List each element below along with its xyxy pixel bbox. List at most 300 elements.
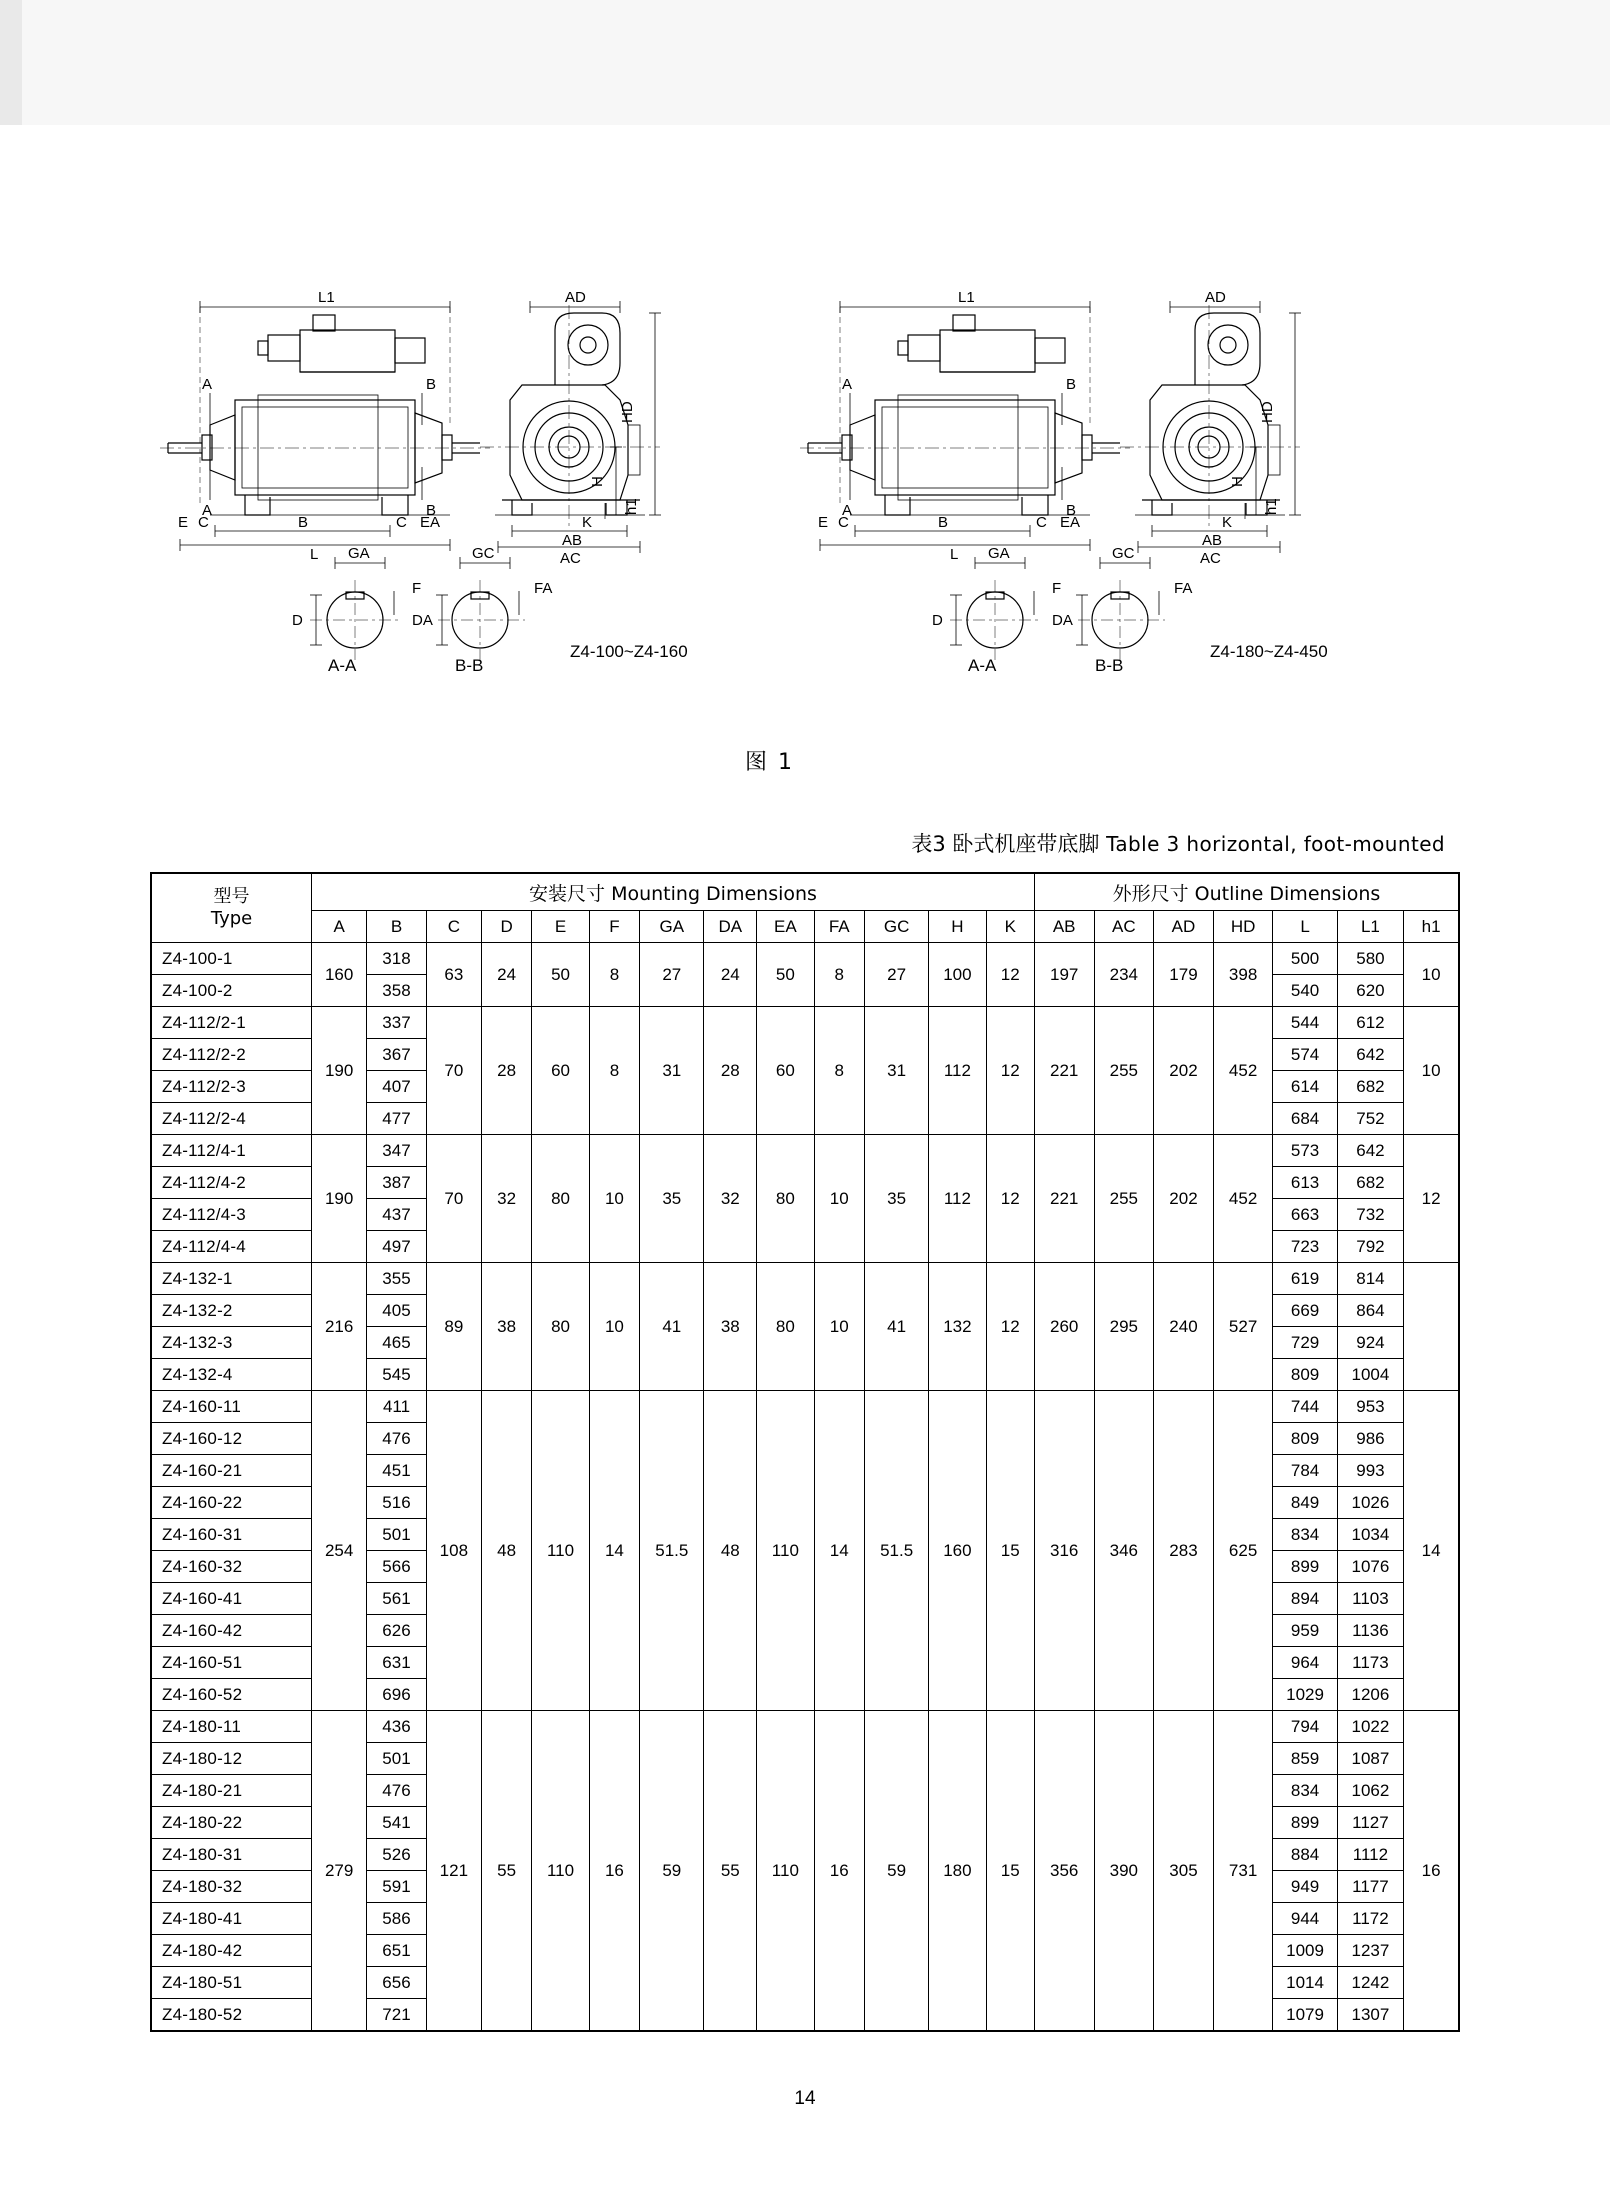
cell-k: 12 (986, 1135, 1034, 1263)
cell-ad: 202 (1154, 1007, 1214, 1135)
cell-f: 8 (589, 1007, 639, 1135)
cell-l: 573 (1273, 1135, 1337, 1167)
cell-l: 619 (1273, 1263, 1337, 1295)
label-F-right: F (1052, 580, 1062, 597)
label-B-dim-left: B (298, 514, 309, 531)
cell-c: 70 (426, 1135, 481, 1263)
column-header-k: K (986, 911, 1034, 943)
cell-b: 405 (367, 1295, 427, 1327)
table-row (151, 1711, 1459, 1743)
column-header-e: E (532, 911, 589, 943)
section-aa-right: A-A (968, 656, 997, 675)
cell-l: 669 (1273, 1295, 1337, 1327)
cell-b: 566 (367, 1551, 427, 1583)
column-header-l1: L1 (1337, 911, 1404, 943)
cell-fa: 8 (814, 1007, 864, 1135)
column-header-f: F (589, 911, 639, 943)
cell-l: 1014 (1273, 1967, 1337, 1999)
cell-ga: 35 (640, 1135, 704, 1263)
cell-e: 110 (532, 1711, 589, 2032)
cell-l1: 924 (1337, 1327, 1404, 1359)
cell-ea: 80 (757, 1263, 814, 1391)
cell-ea: 110 (757, 1391, 814, 1711)
cell-b: 591 (367, 1871, 427, 1903)
cell-a: 279 (312, 1711, 367, 2032)
label-C-right: C (838, 514, 849, 531)
label-L-left: L (310, 546, 319, 563)
cell-h1: 10 (1404, 943, 1459, 1007)
header-type (151, 873, 312, 943)
label-EA-left: EA (420, 514, 441, 531)
cell-d: 28 (481, 1007, 531, 1135)
cell-da: 32 (704, 1135, 757, 1263)
cell-l: 834 (1273, 1519, 1337, 1551)
cell-type: Z4-132-3 (151, 1327, 312, 1359)
label-C2-right: C (1036, 514, 1047, 531)
cell-f: 8 (589, 943, 639, 1007)
cell-l: 859 (1273, 1743, 1337, 1775)
cell-l1: 1206 (1337, 1679, 1404, 1711)
column-header-h1: h1 (1404, 911, 1459, 943)
cell-l1: 1242 (1337, 1967, 1404, 1999)
cell-l: 729 (1273, 1327, 1337, 1359)
cell-type: Z4-100-1 (151, 943, 312, 975)
figure-caption: 图 1 (745, 750, 794, 775)
table-row (151, 943, 1459, 975)
cell-type: Z4-160-32 (151, 1551, 312, 1583)
cell-b: 411 (367, 1391, 427, 1423)
label-K-right: K (1222, 514, 1233, 531)
cell-l: 723 (1273, 1231, 1337, 1263)
cell-l1: 752 (1337, 1103, 1404, 1135)
label-B-left-bottom: B (426, 502, 437, 519)
cell-h: 112 (929, 1135, 986, 1263)
header-type-en: Type (210, 908, 253, 929)
cell-type: Z4-180-32 (151, 1871, 312, 1903)
cell-c: 70 (426, 1007, 481, 1135)
header-mounting-dimensions (312, 873, 1035, 911)
cell-l1: 1087 (1337, 1743, 1404, 1775)
label-D-right: D (932, 612, 943, 629)
cell-e: 50 (532, 943, 589, 1007)
cell-gc: 31 (865, 1007, 929, 1135)
cell-c: 121 (426, 1711, 481, 2032)
label-h1-right: h1 (1263, 498, 1280, 515)
cell-e: 60 (532, 1007, 589, 1135)
cell-b: 541 (367, 1807, 427, 1839)
label-A-left-bottom: A (202, 502, 213, 519)
cell-gc: 51.5 (865, 1391, 929, 1711)
cell-l1: 814 (1337, 1263, 1404, 1295)
cell-l1: 620 (1337, 975, 1404, 1007)
cell-l: 784 (1273, 1455, 1337, 1487)
label-GA-left: GA (348, 545, 370, 562)
cell-type: Z4-132-2 (151, 1295, 312, 1327)
table-title-en: Table 3 horizontal, foot-mounted (1106, 832, 1445, 856)
label-AD-right: AD (1205, 289, 1226, 306)
label-B-right-top: B (1066, 376, 1077, 393)
cell-a: 190 (312, 1007, 367, 1135)
cell-l: 944 (1273, 1903, 1337, 1935)
cell-l1: 1127 (1337, 1807, 1404, 1839)
table-header-column-row (151, 911, 1459, 943)
page-number: 14 (794, 2088, 816, 2109)
scan-edge-light (22, 0, 1610, 125)
column-header-h: H (929, 911, 986, 943)
cell-type: Z4-180-42 (151, 1935, 312, 1967)
cell-a: 160 (312, 943, 367, 1007)
cell-fa: 10 (814, 1135, 864, 1263)
cell-e: 80 (532, 1135, 589, 1263)
header-outline-dimensions (1034, 873, 1459, 911)
column-header-b: B (367, 911, 427, 943)
cell-type: Z4-160-51 (151, 1647, 312, 1679)
cell-type: Z4-180-11 (151, 1711, 312, 1743)
cell-b: 656 (367, 1967, 427, 1999)
cell-l1: 1136 (1337, 1615, 1404, 1647)
cell-type: Z4-112/4-1 (151, 1135, 312, 1167)
cell-gc: 41 (865, 1263, 929, 1391)
section-bb-right: B-B (1095, 656, 1124, 675)
cell-l: 500 (1273, 943, 1337, 975)
cell-type: Z4-112/4-2 (151, 1167, 312, 1199)
cell-c: 89 (426, 1263, 481, 1391)
cell-l: 1079 (1273, 1999, 1337, 2032)
cell-ga: 27 (640, 943, 704, 1007)
cell-f: 14 (589, 1391, 639, 1711)
cell-d: 24 (481, 943, 531, 1007)
label-A-right-top: A (842, 376, 853, 393)
cell-l1: 1177 (1337, 1871, 1404, 1903)
cell-type: Z4-100-2 (151, 975, 312, 1007)
cell-l1: 1103 (1337, 1583, 1404, 1615)
cell-c: 63 (426, 943, 481, 1007)
cell-ab: 221 (1034, 1135, 1094, 1263)
cell-b: 631 (367, 1647, 427, 1679)
cell-ac: 390 (1094, 1711, 1154, 2032)
label-B-left-top: B (426, 376, 437, 393)
cell-l: 1009 (1273, 1935, 1337, 1967)
label-B-right-bottom: B (1066, 502, 1077, 519)
cell-gc: 59 (865, 1711, 929, 2032)
cell-h: 112 (929, 1007, 986, 1135)
cell-l1: 864 (1337, 1295, 1404, 1327)
cell-c: 108 (426, 1391, 481, 1711)
cell-b: 358 (367, 975, 427, 1007)
cell-l1: 993 (1337, 1455, 1404, 1487)
cell-ab: 221 (1034, 1007, 1094, 1135)
cell-ea: 50 (757, 943, 814, 1007)
label-AC-right: AC (1200, 550, 1221, 567)
cell-l1: 1026 (1337, 1487, 1404, 1519)
label-DA-left: DA (412, 612, 433, 629)
cell-type: Z4-180-21 (151, 1775, 312, 1807)
scan-edge-dark (0, 0, 22, 125)
cell-b: 626 (367, 1615, 427, 1647)
cell-k: 12 (986, 943, 1034, 1007)
cell-l: 574 (1273, 1039, 1337, 1071)
cell-ab: 260 (1034, 1263, 1094, 1391)
cell-type: Z4-112/4-3 (151, 1199, 312, 1231)
cell-l1: 1173 (1337, 1647, 1404, 1679)
cell-h1: 10 (1404, 1007, 1459, 1135)
cell-ad: 305 (1154, 1711, 1214, 2032)
cell-l1: 1022 (1337, 1711, 1404, 1743)
cell-type: Z4-112/4-4 (151, 1231, 312, 1263)
cell-a: 216 (312, 1263, 367, 1391)
cell-l1: 1034 (1337, 1519, 1404, 1551)
cell-l1: 732 (1337, 1199, 1404, 1231)
cell-e: 110 (532, 1391, 589, 1711)
label-K-left: K (582, 514, 593, 531)
view-label-right: Z4-180~Z4-450 (1210, 642, 1328, 661)
label-D-left: D (292, 612, 303, 629)
cell-l1: 1112 (1337, 1839, 1404, 1871)
cell-d: 48 (481, 1391, 531, 1711)
cell-da: 38 (704, 1263, 757, 1391)
column-header-ac: AC (1094, 911, 1154, 943)
cell-l: 684 (1273, 1103, 1337, 1135)
view-label-left: Z4-100~Z4-160 (570, 642, 688, 661)
cell-l1: 1062 (1337, 1775, 1404, 1807)
cell-da: 55 (704, 1711, 757, 2032)
cell-k: 12 (986, 1007, 1034, 1135)
cell-hd: 452 (1213, 1135, 1273, 1263)
cell-l1: 580 (1337, 943, 1404, 975)
cell-b: 437 (367, 1199, 427, 1231)
cell-fa: 8 (814, 943, 864, 1007)
label-GA-right: GA (988, 545, 1010, 562)
cell-da: 28 (704, 1007, 757, 1135)
cell-l: 849 (1273, 1487, 1337, 1519)
cell-hd: 731 (1213, 1711, 1273, 2032)
label-HD-left: HD (619, 401, 636, 423)
header-outline-cn: 外形尺寸 (1112, 882, 1189, 905)
cell-fa: 14 (814, 1391, 864, 1711)
label-E-left: E (178, 514, 189, 531)
cell-l1: 1004 (1337, 1359, 1404, 1391)
label-DA-right: DA (1052, 612, 1073, 629)
cell-e: 80 (532, 1263, 589, 1391)
cell-l: 964 (1273, 1647, 1337, 1679)
cell-l: 663 (1273, 1199, 1337, 1231)
cell-h: 180 (929, 1711, 986, 2032)
table-title-cn: 表3 卧式机座带底脚 (911, 832, 1100, 856)
table-body (151, 943, 1459, 2032)
cell-b: 355 (367, 1263, 427, 1295)
cell-l: 959 (1273, 1615, 1337, 1647)
label-L1-right: L1 (958, 289, 975, 306)
cell-ab: 356 (1034, 1711, 1094, 2032)
label-AB-left: AB (562, 532, 583, 549)
label-FA-left: FA (534, 580, 553, 597)
cell-type: Z4-160-21 (151, 1455, 312, 1487)
cell-hd: 527 (1213, 1263, 1273, 1391)
cell-type: Z4-132-4 (151, 1359, 312, 1391)
figure-svg (150, 275, 1450, 805)
column-header-ea: EA (757, 911, 814, 943)
section-aa-left: A-A (328, 656, 357, 675)
label-H-right: H (1229, 476, 1246, 487)
label-EA-right: EA (1060, 514, 1081, 531)
label-E-right: E (818, 514, 829, 531)
cell-f: 10 (589, 1135, 639, 1263)
cell-type: Z4-180-52 (151, 1999, 312, 2032)
cell-b: 367 (367, 1039, 427, 1071)
cell-f: 10 (589, 1263, 639, 1391)
header-mounting-cn: 安装尺寸 (529, 882, 606, 905)
label-C-left: C (198, 514, 209, 531)
cell-b: 501 (367, 1519, 427, 1551)
cell-hd: 625 (1213, 1391, 1273, 1711)
label-AB-right: AB (1202, 532, 1223, 549)
cell-l: 949 (1273, 1871, 1337, 1903)
cell-b: 696 (367, 1679, 427, 1711)
table-row (151, 1007, 1459, 1039)
cell-a: 190 (312, 1135, 367, 1263)
cell-d: 32 (481, 1135, 531, 1263)
label-FA-right: FA (1174, 580, 1193, 597)
table-row (151, 1135, 1459, 1167)
cell-d: 38 (481, 1263, 531, 1391)
label-C2-left: C (396, 514, 407, 531)
cell-h: 100 (929, 943, 986, 1007)
cell-l: 613 (1273, 1167, 1337, 1199)
cell-ac: 295 (1094, 1263, 1154, 1391)
cell-ac: 346 (1094, 1391, 1154, 1711)
cell-type: Z4-160-12 (151, 1423, 312, 1455)
cell-ad: 179 (1154, 943, 1214, 1007)
cell-ga: 51.5 (640, 1391, 704, 1711)
cell-l1: 792 (1337, 1231, 1404, 1263)
cell-f: 16 (589, 1711, 639, 2032)
cell-fa: 10 (814, 1263, 864, 1391)
cell-ac: 255 (1094, 1135, 1154, 1263)
table-header-group-row (151, 873, 1459, 911)
column-header-ga: GA (640, 911, 704, 943)
cell-ea: 80 (757, 1135, 814, 1263)
column-header-l: L (1273, 911, 1337, 943)
cell-type: Z4-160-22 (151, 1487, 312, 1519)
cell-ga: 59 (640, 1711, 704, 2032)
column-header-fa: FA (814, 911, 864, 943)
cell-h1: 14 (1404, 1391, 1459, 1711)
label-AC-left: AC (560, 550, 581, 567)
header-type-cn: 型号 (213, 885, 250, 907)
cell-ab: 197 (1034, 943, 1094, 1007)
cell-l1: 1076 (1337, 1551, 1404, 1583)
cell-ea: 110 (757, 1711, 814, 2032)
cell-l: 899 (1273, 1551, 1337, 1583)
dimensions-table (150, 872, 1460, 2032)
cell-gc: 27 (865, 943, 929, 1007)
column-header-c: C (426, 911, 481, 943)
cell-ac: 255 (1094, 1007, 1154, 1135)
label-AD-left: AD (565, 289, 586, 306)
cell-gc: 35 (865, 1135, 929, 1263)
cell-b: 526 (367, 1839, 427, 1871)
table-row (151, 1263, 1459, 1295)
column-header-a: A (312, 911, 367, 943)
cell-type: Z4-160-11 (151, 1391, 312, 1423)
header-mounting-en: Mounting Dimensions (611, 882, 817, 905)
cell-type: Z4-160-42 (151, 1615, 312, 1647)
dimensions-table-wrapper (150, 872, 1460, 2032)
cell-type: Z4-180-41 (151, 1903, 312, 1935)
cell-type: Z4-180-31 (151, 1839, 312, 1871)
cell-l1: 1237 (1337, 1935, 1404, 1967)
label-GC-left: GC (472, 545, 495, 562)
table-title (0, 828, 1445, 858)
cell-b: 318 (367, 943, 427, 975)
cell-b: 387 (367, 1167, 427, 1199)
cell-b: 451 (367, 1455, 427, 1487)
column-header-da: DA (704, 911, 757, 943)
column-header-gc: GC (865, 911, 929, 943)
cell-b: 407 (367, 1071, 427, 1103)
cell-b: 476 (367, 1775, 427, 1807)
cell-d: 55 (481, 1711, 531, 2032)
cell-l: 809 (1273, 1423, 1337, 1455)
cell-b: 516 (367, 1487, 427, 1519)
label-A-left-top: A (202, 376, 213, 393)
cell-ac: 234 (1094, 943, 1154, 1007)
cell-ad: 240 (1154, 1263, 1214, 1391)
cell-k: 15 (986, 1711, 1034, 2032)
cell-ab: 316 (1034, 1391, 1094, 1711)
cell-l: 809 (1273, 1359, 1337, 1391)
cell-b: 501 (367, 1743, 427, 1775)
column-header-d: D (481, 911, 531, 943)
label-H-left: H (589, 476, 606, 487)
cell-type: Z4-180-22 (151, 1807, 312, 1839)
cell-fa: 16 (814, 1711, 864, 2032)
cell-l: 899 (1273, 1807, 1337, 1839)
header-outline-en: Outline Dimensions (1194, 882, 1381, 905)
cell-type: Z4-112/2-3 (151, 1071, 312, 1103)
cell-b: 477 (367, 1103, 427, 1135)
cell-hd: 452 (1213, 1007, 1273, 1135)
cell-k: 12 (986, 1263, 1034, 1391)
column-header-ad: AD (1154, 911, 1214, 943)
cell-ad: 202 (1154, 1135, 1214, 1263)
cell-b: 721 (367, 1999, 427, 2032)
cell-h1: 16 (1404, 1711, 1459, 2032)
cell-type: Z4-160-41 (151, 1583, 312, 1615)
cell-l1: 612 (1337, 1007, 1404, 1039)
label-A-right-bottom: A (842, 502, 853, 519)
cell-type: Z4-112/2-2 (151, 1039, 312, 1071)
cell-b: 476 (367, 1423, 427, 1455)
cell-l: 744 (1273, 1391, 1337, 1423)
cell-l: 540 (1273, 975, 1337, 1007)
label-HD-right: HD (1259, 401, 1276, 423)
cell-type: Z4-180-12 (151, 1743, 312, 1775)
cell-ga: 41 (640, 1263, 704, 1391)
cell-h1 (1404, 1263, 1459, 1391)
cell-l: 794 (1273, 1711, 1337, 1743)
cell-l: 614 (1273, 1071, 1337, 1103)
column-header-hd: HD (1213, 911, 1273, 943)
cell-b: 436 (367, 1711, 427, 1743)
cell-l1: 986 (1337, 1423, 1404, 1455)
cell-b: 465 (367, 1327, 427, 1359)
cell-b: 586 (367, 1903, 427, 1935)
cell-b: 545 (367, 1359, 427, 1391)
cell-type: Z4-180-51 (151, 1967, 312, 1999)
cell-type: Z4-132-1 (151, 1263, 312, 1295)
cell-b: 651 (367, 1935, 427, 1967)
